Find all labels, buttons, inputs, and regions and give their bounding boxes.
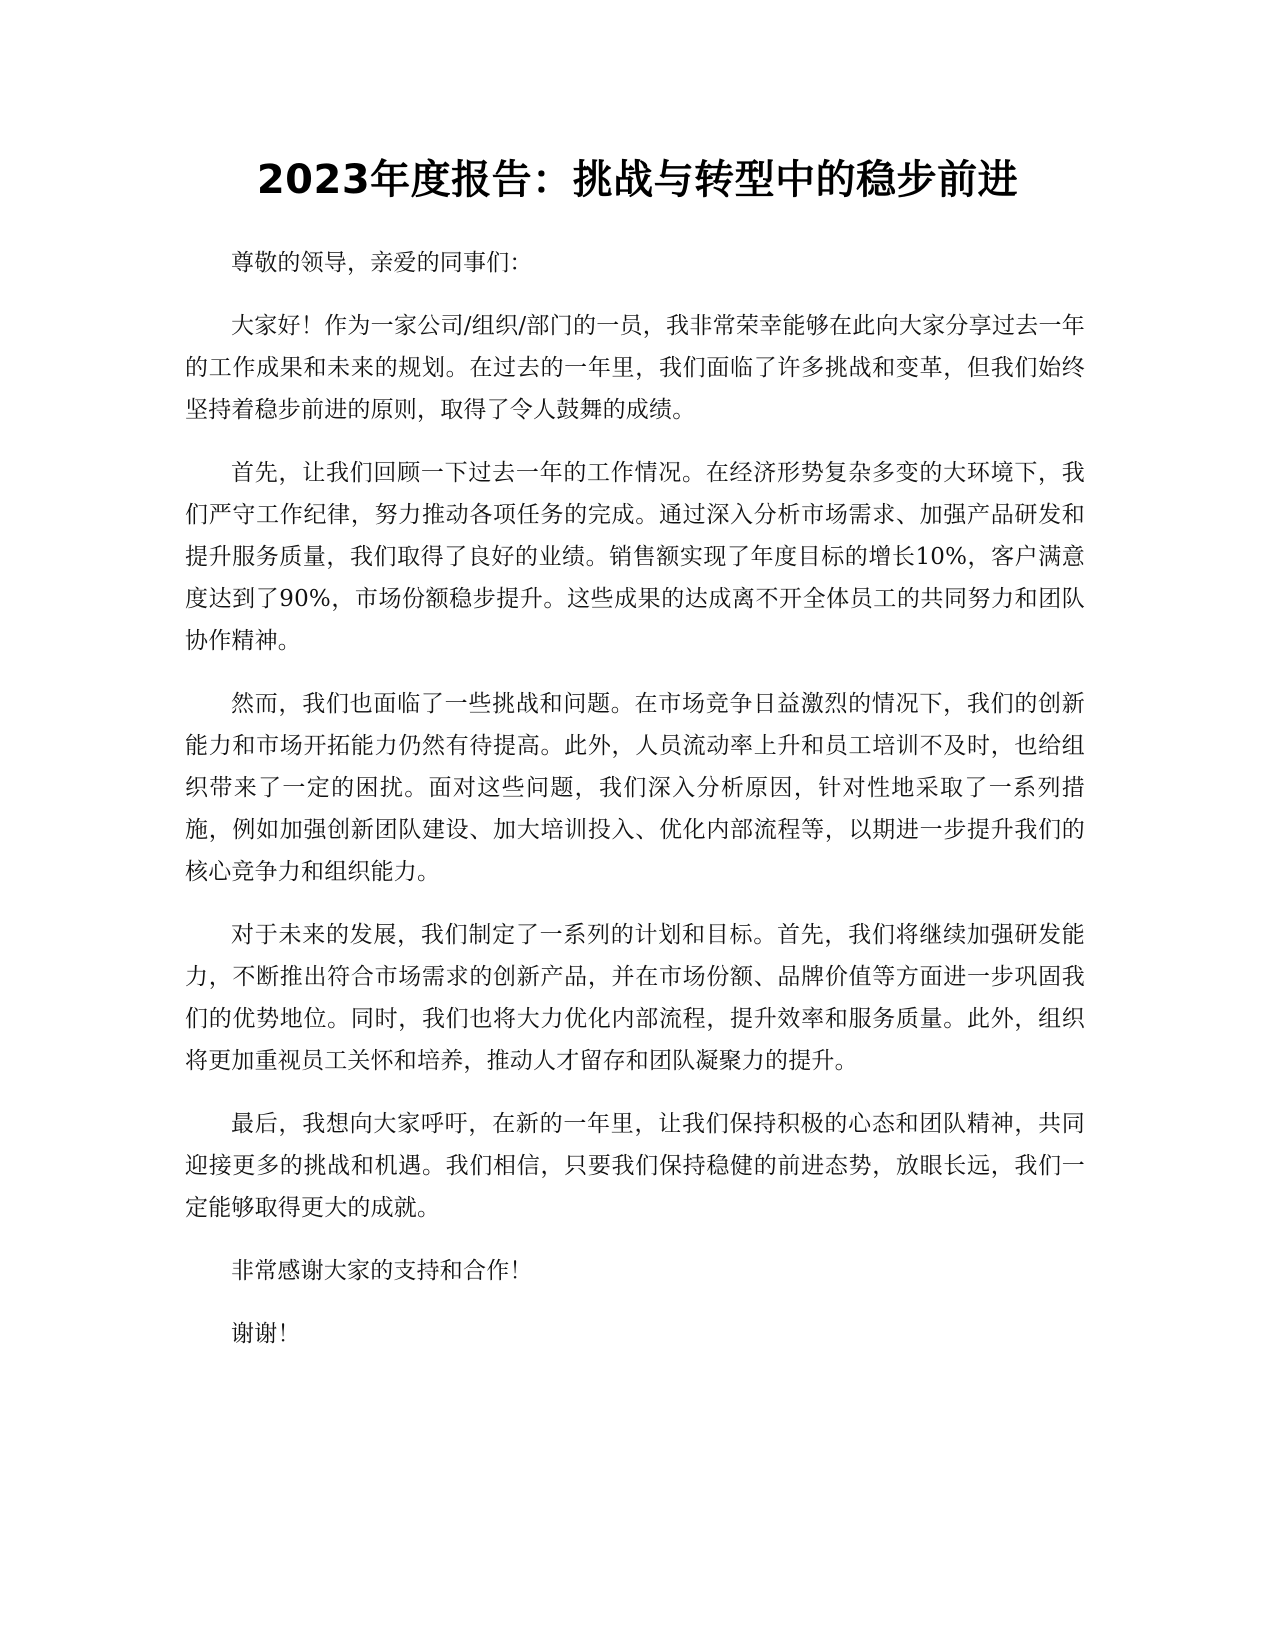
paragraph-intro: 大家好！作为一家公司/组织/部门的一员，我非常荣幸能够在此向大家分享过去一年的工作成果和未来的规划。在过去的一年里，我们面临了许多挑战和变革，但我们始终坚持着稳步前进的原则，取得了令人鼓舞的成绩。 bbox=[185, 313, 1085, 423]
thanks-support: 非常感谢大家的支持和合作！ bbox=[231, 1258, 533, 1284]
paragraph-closing-call: 最后，我想向大家呼吁，在新的一年里，让我们保持积极的心态和团队精神，共同迎接更多的挑战和机遇。我们相信，只要我们保持稳健的前进态势，放眼长远，我们一定能够取得更大的成就。 bbox=[185, 1111, 1085, 1221]
paragraph-review: 首先，让我们回顾一下过去一年的工作情况。在经济形势复杂多变的大环境下，我们严守工作纪律，努力推动各项任务的完成。通过深入分析市场需求、加强产品研发和提升服务质量，我们取得了良好的业绩。销售额实现了年度目标的增长10%，客户满意度达到了90%，市场份额稳步提升。这些成果的达成离不开全体员工的共同努力和团队协作精神。 bbox=[185, 460, 1085, 654]
thanks-final: 谢谢！ bbox=[231, 1321, 301, 1347]
salutation: 尊敬的领导，亲爱的同事们： bbox=[231, 250, 533, 276]
document-title: 2023年度报告：挑战与转型中的稳步前进 bbox=[256, 157, 1019, 203]
paragraph-challenges: 然而，我们也面临了一些挑战和问题。在市场竞争日益激烈的情况下，我们的创新能力和市场开拓能力仍然有待提高。此外，人员流动率上升和员工培训不及时，也给组织带来了一定的困扰。面对这些问题，我们深入分析原因，针对性地采取了一系列措施，例如加强创新团队建设、加大培训投入、优化内部流程等，以期进一步提升我们的核心竞争力和组织能力。 bbox=[185, 691, 1085, 885]
paragraph-future-plans: 对于未来的发展，我们制定了一系列的计划和目标。首先，我们将继续加强研发能力，不断推出符合市场需求的创新产品，并在市场份额、品牌价值等方面进一步巩固我们的优势地位。同时，我们也将大力优化内部流程，提升效率和服务质量。此外，组织将更加重视员工关怀和培养，推动人才留存和团队凝聚力的提升。 bbox=[185, 922, 1085, 1074]
document-body bbox=[185, 242, 1085, 1376]
